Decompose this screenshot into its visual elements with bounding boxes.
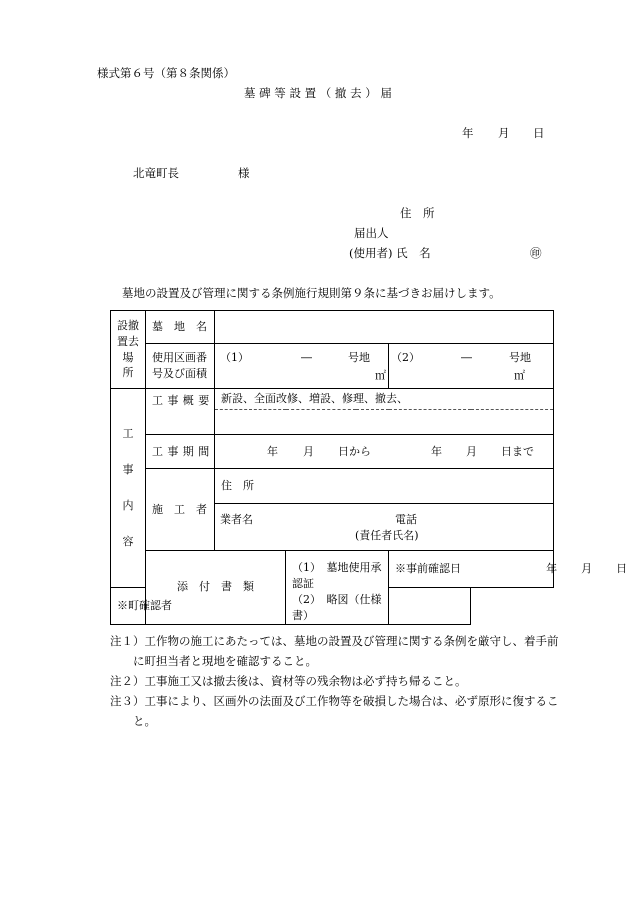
period-from-day: 日から: [338, 445, 371, 458]
note-1-continued: に町担当者と現地を確認すること。: [133, 654, 317, 668]
applicant-address-label: 住 所: [400, 206, 435, 220]
work-period-field[interactable]: [215, 435, 554, 469]
plot-2-number: （2）: [391, 351, 420, 364]
prior-check-year: 年: [546, 562, 558, 575]
period-to-day: 日まで: [501, 445, 534, 458]
plot-1-number: （1）: [220, 351, 249, 364]
period-to-year: 年: [431, 445, 442, 458]
work-period-label: 工事期間: [146, 435, 215, 469]
plot-label: 使用区画番 号及び面積: [146, 344, 215, 389]
plot-1-area-unit: ㎡: [375, 369, 386, 382]
form-title: 墓 碑 等 設 置 （ 撤 去 ） 届: [244, 86, 392, 100]
contractor-person-label: (責任者氏名): [355, 529, 419, 542]
seal-mark: ㊞: [530, 246, 542, 260]
plot-1-go: 号地: [348, 351, 370, 364]
date-day-label: 日: [533, 126, 545, 140]
applicant-name-label: (使用者) 氏 名: [349, 246, 431, 260]
contractor-company-field[interactable]: [215, 504, 554, 551]
location-group-label: 設撤 置去 場 所: [111, 311, 146, 389]
date-month-label: 月: [498, 126, 510, 140]
prior-check-day: 日: [616, 562, 628, 575]
note-3: 注３）工事により、区画外の法面及び工作物等を破損した場合は、必ず原形に復するこ: [110, 694, 559, 708]
attachment-item-1: （1） 墓地使用承認証: [292, 561, 382, 590]
plot-1-dash: ―: [301, 351, 312, 364]
note-2: 注２）工事施工又は撤去後は、資材等の残余物は必ず持ち帰ること。: [110, 674, 467, 688]
plot-1-field[interactable]: [215, 344, 389, 389]
date-year-label: 年: [462, 126, 474, 140]
town-check-field[interactable]: [389, 588, 471, 624]
plot-2-dash: ―: [461, 351, 472, 364]
addressee-name: 北竜町長: [133, 166, 179, 180]
period-from-month: 月: [303, 445, 314, 458]
plot-2-field[interactable]: [389, 344, 554, 389]
period-from-year: 年: [267, 445, 278, 458]
contractor-phone-label: 電話: [395, 513, 417, 526]
intro-text: 墓地の設置及び管理に関する条例施行規則第９条に基づきお届けします。: [122, 286, 501, 300]
period-to-month: 月: [466, 445, 477, 458]
prior-check-label: ※事前確認日: [389, 551, 554, 588]
work-group-label: 工 事 内 容: [111, 389, 146, 588]
form-number: 様式第６号（第８条関係）: [97, 66, 235, 80]
work-summary-options[interactable]: 新設、全面改修、増設、修理、撤去、: [215, 389, 554, 410]
plot-2-go: 号地: [509, 351, 531, 364]
application-table: [110, 310, 628, 625]
attachment-item-2: （2） 略図（仕様書）: [292, 592, 382, 622]
cemetery-name-label: 墓 地 名: [146, 311, 215, 344]
prior-check-month: 月: [581, 562, 593, 575]
work-summary-label: 工事概要: [146, 389, 215, 435]
attachments-label: 添 付 書 類: [146, 551, 286, 625]
note-3-continued: と。: [133, 714, 156, 728]
applicant-label: 届出人: [354, 226, 389, 240]
contractor-label: 施 工 者: [146, 469, 215, 551]
town-check-label: ※町確認者: [111, 588, 215, 624]
cemetery-name-field[interactable]: [215, 311, 554, 344]
contractor-company-label: 業者名: [220, 513, 253, 526]
addressee-honorific: 様: [238, 166, 250, 180]
work-summary-detail-field[interactable]: [215, 410, 554, 435]
plot-2-area-unit: ㎡: [514, 369, 525, 382]
note-1: 注１）工作物の施工にあたっては、墓地の設置及び管理に関する条例を厳守し、着手前: [110, 634, 559, 648]
attachments-list: [286, 551, 389, 625]
contractor-address-field[interactable]: 住 所: [215, 469, 554, 504]
